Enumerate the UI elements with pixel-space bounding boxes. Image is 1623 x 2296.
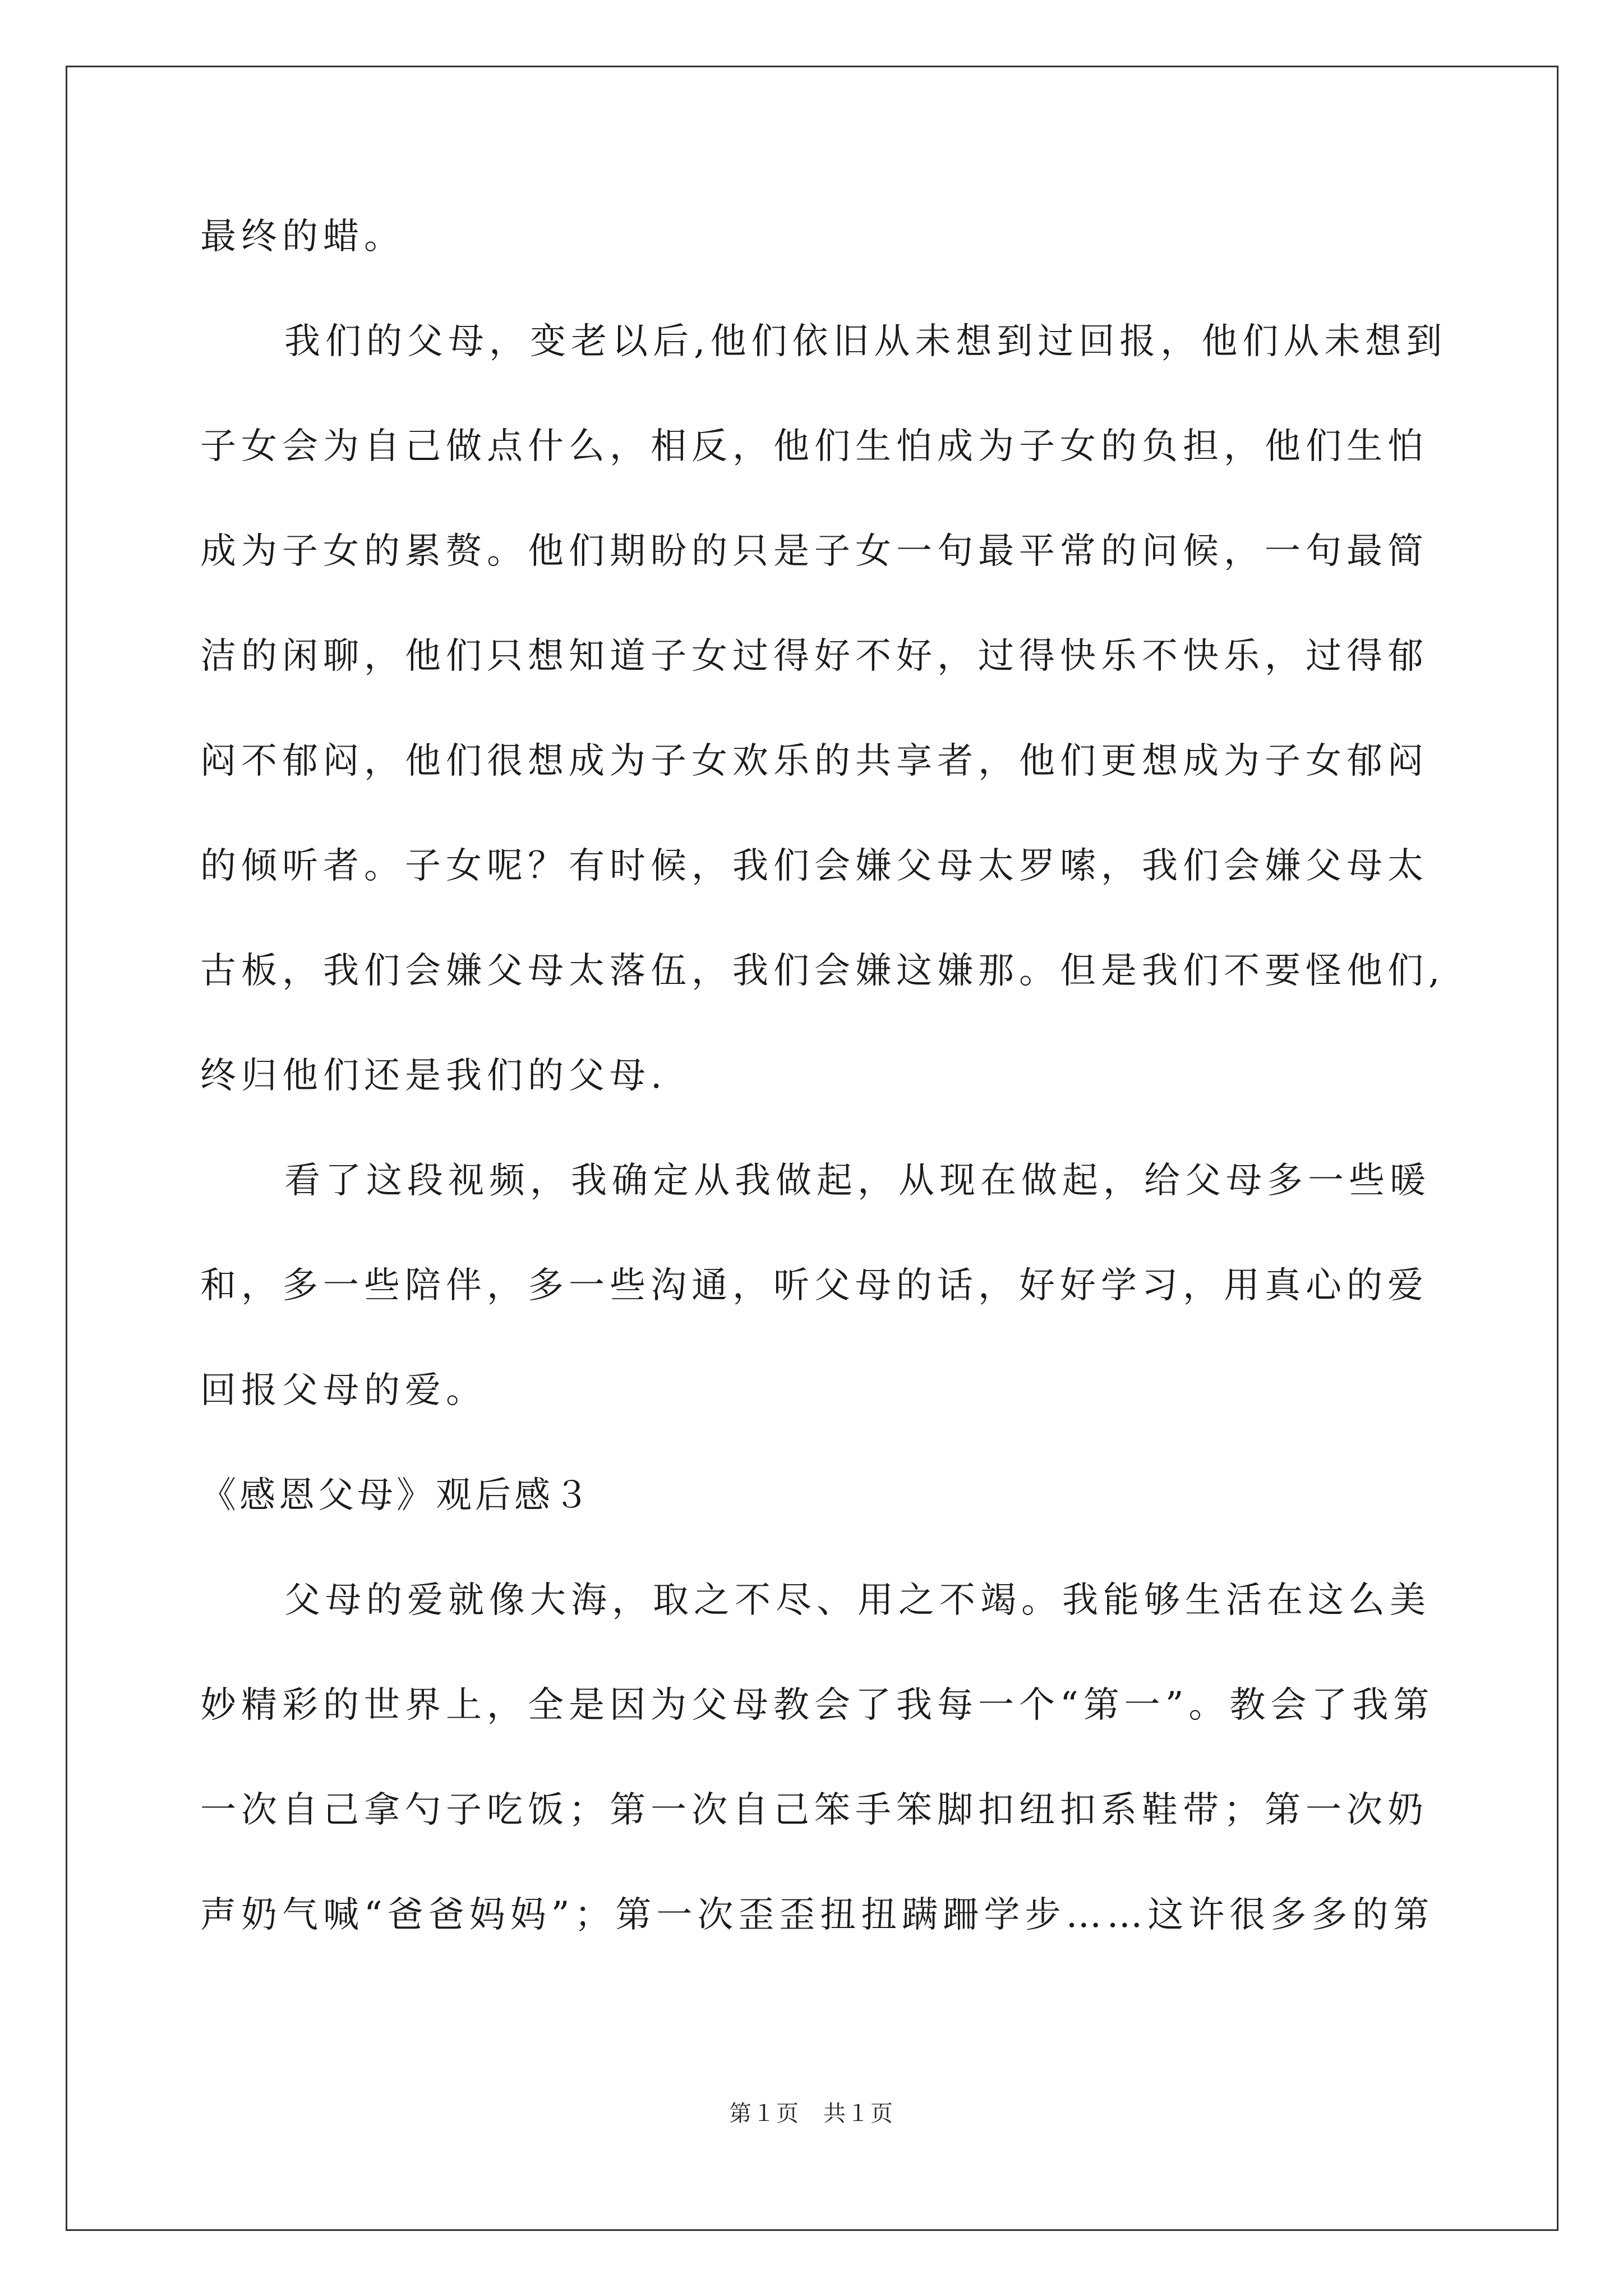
text-line: 终归他们还是我们的父母.	[200, 1055, 667, 1097]
text-line: 回报父母的爱。	[200, 1370, 487, 1411]
text-line: 的倾听者。子女呢？有时候，我们会嫌父母太罗嗦，我们会嫌父母太	[200, 845, 1428, 887]
page-footer: 第１页 共１页	[729, 2101, 894, 2126]
text-line: 父母的爱就像大海，取之不尽、用之不竭。我能够生活在这么美	[284, 1580, 1431, 1621]
document-body	[200, 209, 1448, 1992]
text-line: 声奶气喊“爸爸妈妈”；第一次歪歪扭扭蹒跚学步……这许很多多的第	[200, 1894, 1435, 1936]
text-line: 和，多一些陪伴，多一些沟通，听父母的话，好好学习，用真心的爱	[200, 1265, 1428, 1306]
text-line: 我们的父母，变老以后,他们依旧从未想到过回报，他们从未想到	[284, 321, 1447, 362]
text-line: 洁的闲聊，他们只想知道子女过得好不好，过得快乐不快乐，过得郁	[200, 636, 1428, 677]
text-line: 古板，我们会嫌父母太落伍，我们会嫌这嫌那。但是我们不要怪他们,	[200, 950, 1445, 992]
text-line: 最终的蜡。	[200, 216, 405, 257]
text-line: 闷不郁闷，他们很想成为子女欢乐的共享者，他们更想成为子女郁闷	[200, 740, 1428, 782]
text-line: 看了这段视频，我确定从我做起，从现在做起，给父母多一些暖	[284, 1160, 1431, 1202]
text-line: 妙精彩的世界上，全是因为父母教会了我每一个“第一”。教会了我第	[200, 1685, 1435, 1726]
text-line: 子女会为自己做点什么，相反，他们生怕成为子女的负担，他们生怕	[200, 426, 1428, 467]
text-line: 一次自己拿勺子吃饭；第一次自己笨手笨脚扣纽扣系鞋带；第一次奶	[200, 1789, 1428, 1831]
section-heading: 《感恩父母》观后感３	[200, 1475, 593, 1516]
text-line: 成为子女的累赘。他们期盼的只是子女一句最平常的问候，一句最简	[200, 531, 1428, 572]
